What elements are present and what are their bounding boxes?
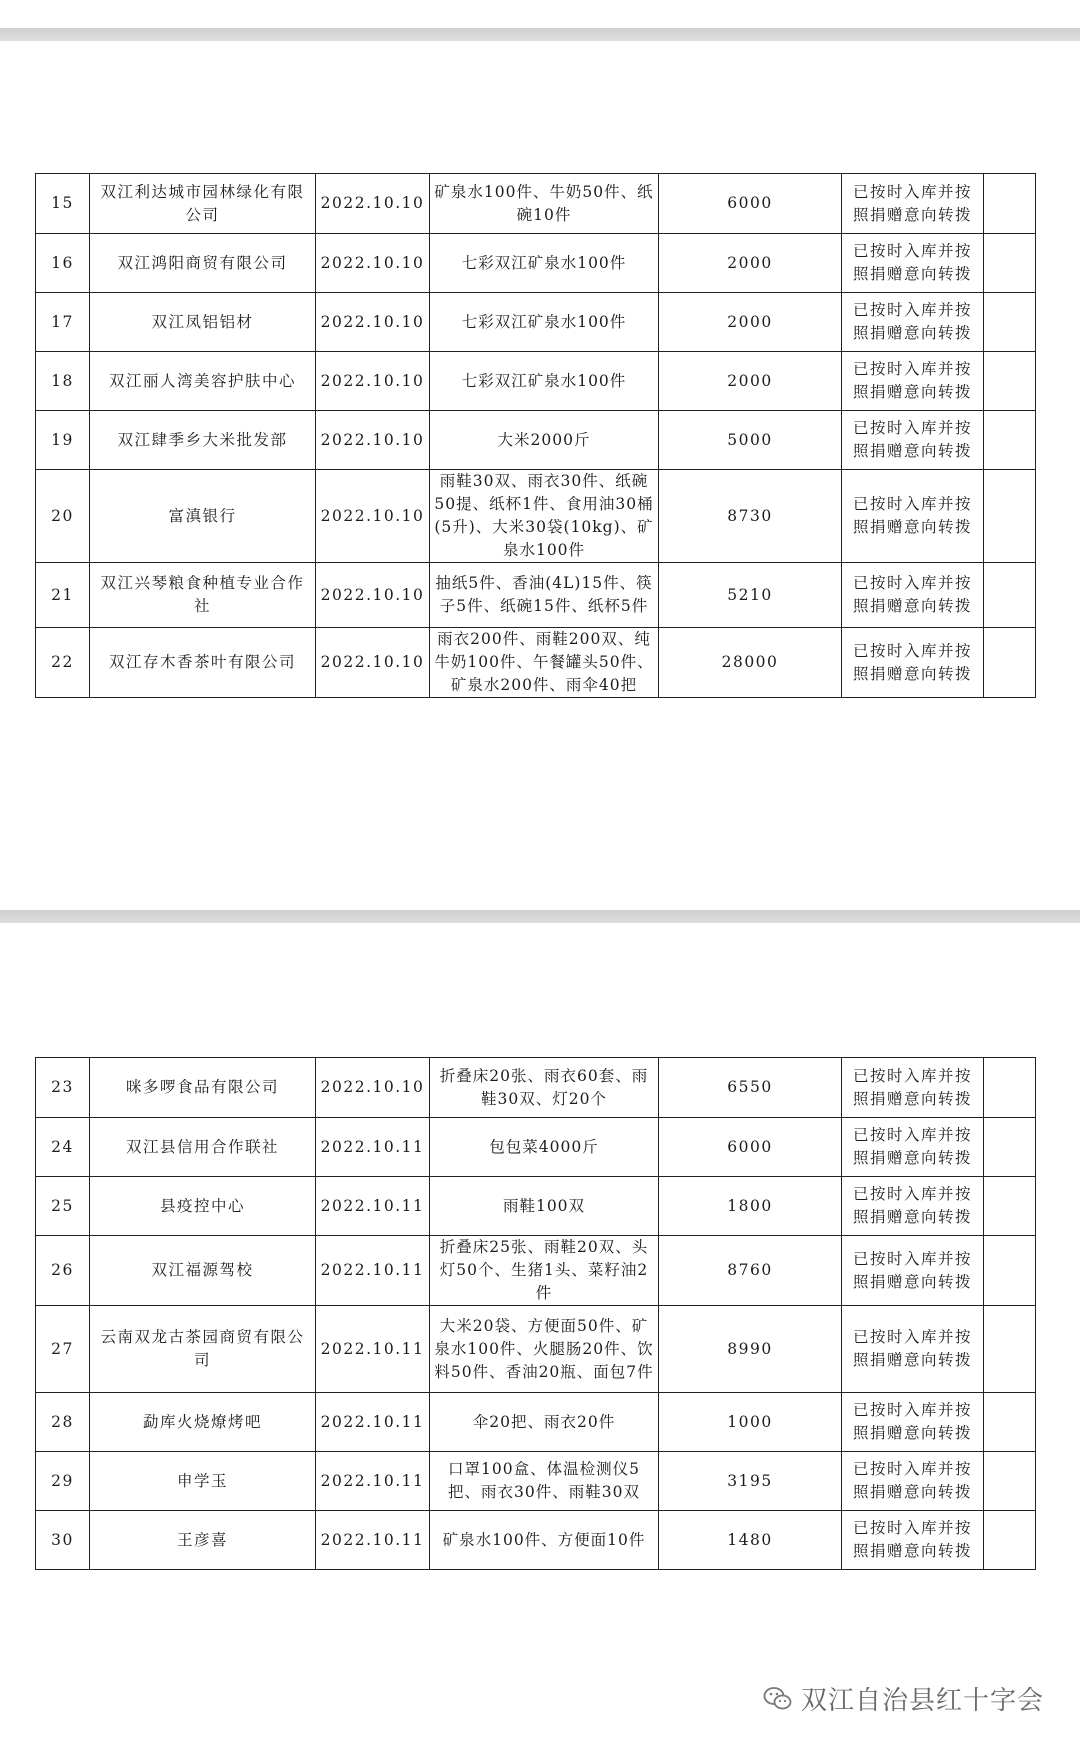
handling-status-cell: 已按时入库并按照捐赠意向转拨	[842, 1511, 984, 1570]
handling-status-cell: 已按时入库并按照捐赠意向转拨	[842, 1058, 984, 1118]
handling-status-cell: 已按时入库并按照捐赠意向转拨	[842, 411, 984, 470]
remarks-cell	[984, 411, 1036, 470]
row-number-cell: 28	[36, 1393, 90, 1452]
donated-items-cell: 口罩100盒、体温检测仪5把、雨衣30件、雨鞋30双	[430, 1452, 659, 1511]
donor-name-cell: 申学玉	[90, 1452, 316, 1511]
handling-status-cell: 已按时入库并按照捐赠意向转拨	[842, 1452, 984, 1511]
row-number-cell: 21	[36, 563, 90, 628]
row-number-cell: 26	[36, 1236, 90, 1306]
handling-status-cell: 已按时入库并按照捐赠意向转拨	[842, 174, 984, 234]
donation-amount-cell: 6000	[659, 1118, 842, 1177]
handling-status-cell: 已按时入库并按照捐赠意向转拨	[842, 1236, 984, 1306]
remarks-cell	[984, 174, 1036, 234]
donation-date-cell: 2022.10.11	[316, 1393, 430, 1452]
donation-amount-cell: 1000	[659, 1393, 842, 1452]
row-number-cell: 18	[36, 352, 90, 411]
row-number-cell: 20	[36, 470, 90, 563]
donor-name-cell: 双江凤铝铝材	[90, 293, 316, 352]
page-separator-middle	[0, 910, 1080, 923]
donation-amount-cell: 8990	[659, 1306, 842, 1393]
donor-name-cell: 云南双龙古茶园商贸有限公司	[90, 1306, 316, 1393]
watermark-text: 双江自治县红十字会	[800, 1686, 1044, 1716]
table-row	[36, 1118, 1036, 1177]
handling-status-cell: 已按时入库并按照捐赠意向转拨	[842, 293, 984, 352]
donation-amount-cell: 1480	[659, 1511, 842, 1570]
donated-items-cell: 包包菜4000斤	[430, 1118, 659, 1177]
remarks-cell	[984, 352, 1036, 411]
donor-name-cell: 县疫控中心	[90, 1177, 316, 1236]
remarks-cell	[984, 1058, 1036, 1118]
donation-amount-cell: 8730	[659, 470, 842, 563]
donor-name-cell: 双江存木香茶叶有限公司	[90, 628, 316, 698]
donation-date-cell: 2022.10.10	[316, 628, 430, 698]
table-row	[36, 1058, 1036, 1118]
donated-items-cell: 雨鞋100双	[430, 1177, 659, 1236]
donor-name-cell: 咪多啰食品有限公司	[90, 1058, 316, 1118]
donation-date-cell: 2022.10.10	[316, 563, 430, 628]
table-row	[36, 1236, 1036, 1306]
remarks-cell	[984, 1306, 1036, 1393]
donation-amount-cell: 3195	[659, 1452, 842, 1511]
donated-items-cell: 抽纸5件、香油(4L)15件、筷子5件、纸碗15件、纸杯5件	[430, 563, 659, 628]
table-row	[36, 293, 1036, 352]
donation-date-cell: 2022.10.11	[316, 1177, 430, 1236]
donation-amount-cell: 1800	[659, 1177, 842, 1236]
donated-items-cell: 伞20把、雨衣20件	[430, 1393, 659, 1452]
donation-table-top-body	[36, 174, 1036, 698]
donated-items-cell: 折叠床25张、雨鞋20双、头灯50个、生猪1头、菜籽油2件	[430, 1236, 659, 1306]
table-row	[36, 470, 1036, 563]
donation-date-cell: 2022.10.11	[316, 1452, 430, 1511]
donation-date-cell: 2022.10.11	[316, 1236, 430, 1306]
donor-name-cell: 双江肆季乡大米批发部	[90, 411, 316, 470]
donation-date-cell: 2022.10.10	[316, 1058, 430, 1118]
donation-amount-cell: 6550	[659, 1058, 842, 1118]
donor-name-cell: 王彦喜	[90, 1511, 316, 1570]
remarks-cell	[984, 293, 1036, 352]
donation-date-cell: 2022.10.10	[316, 470, 430, 563]
remarks-cell	[984, 563, 1036, 628]
donated-items-cell: 七彩双江矿泉水100件	[430, 352, 659, 411]
handling-status-cell: 已按时入库并按照捐赠意向转拨	[842, 352, 984, 411]
donation-amount-cell: 2000	[659, 234, 842, 293]
donation-amount-cell: 2000	[659, 293, 842, 352]
row-number-cell: 30	[36, 1511, 90, 1570]
row-number-cell: 25	[36, 1177, 90, 1236]
donated-items-cell: 雨衣200件、雨鞋200双、纯牛奶100件、午餐罐头50件、矿泉水200件、雨伞40把	[430, 628, 659, 698]
row-number-cell: 17	[36, 293, 90, 352]
donated-items-cell: 矿泉水100件、牛奶50件、纸碗10件	[430, 174, 659, 234]
table-row	[36, 174, 1036, 234]
remarks-cell	[984, 1118, 1036, 1177]
donor-name-cell: 双江鸿阳商贸有限公司	[90, 234, 316, 293]
donation-date-cell: 2022.10.10	[316, 293, 430, 352]
row-number-cell: 29	[36, 1452, 90, 1511]
row-number-cell: 15	[36, 174, 90, 234]
donated-items-cell: 矿泉水100件、方便面10件	[430, 1511, 659, 1570]
row-number-cell: 16	[36, 234, 90, 293]
donor-name-cell: 勐库火烧燎烤吧	[90, 1393, 316, 1452]
donation-amount-cell: 28000	[659, 628, 842, 698]
donor-name-cell: 双江丽人湾美容护肤中心	[90, 352, 316, 411]
donation-date-cell: 2022.10.11	[316, 1118, 430, 1177]
donation-table-top	[35, 173, 1036, 698]
table-row	[36, 234, 1036, 293]
donor-name-cell: 双江县信用合作联社	[90, 1118, 316, 1177]
donor-name-cell: 双江福源驾校	[90, 1236, 316, 1306]
donation-amount-cell: 8760	[659, 1236, 842, 1306]
watermark	[763, 1680, 1044, 1717]
table-row	[36, 352, 1036, 411]
donated-items-cell: 大米2000斤	[430, 411, 659, 470]
table-row	[36, 411, 1036, 470]
donation-table-bottom	[35, 1057, 1036, 1570]
donor-name-cell: 富滇银行	[90, 470, 316, 563]
table-row	[36, 628, 1036, 698]
row-number-cell: 24	[36, 1118, 90, 1177]
donation-amount-cell: 5000	[659, 411, 842, 470]
handling-status-cell: 已按时入库并按照捐赠意向转拨	[842, 470, 984, 563]
donation-date-cell: 2022.10.11	[316, 1511, 430, 1570]
remarks-cell	[984, 1511, 1036, 1570]
donation-date-cell: 2022.10.11	[316, 1306, 430, 1393]
donated-items-cell: 折叠床20张、雨衣60套、雨鞋30双、灯20个	[430, 1058, 659, 1118]
donor-name-cell: 双江利达城市园林绿化有限公司	[90, 174, 316, 234]
handling-status-cell: 已按时入库并按照捐赠意向转拨	[842, 563, 984, 628]
donation-amount-cell: 2000	[659, 352, 842, 411]
handling-status-cell: 已按时入库并按照捐赠意向转拨	[842, 628, 984, 698]
table-row	[36, 1393, 1036, 1452]
handling-status-cell: 已按时入库并按照捐赠意向转拨	[842, 1177, 984, 1236]
donated-items-cell: 雨鞋30双、雨衣30件、纸碗50提、纸杯1件、食用油30桶(5升)、大米30袋(10kg)、矿泉水100件	[430, 470, 659, 563]
donation-date-cell: 2022.10.10	[316, 352, 430, 411]
remarks-cell	[984, 1236, 1036, 1306]
handling-status-cell: 已按时入库并按照捐赠意向转拨	[842, 234, 984, 293]
donation-date-cell: 2022.10.10	[316, 411, 430, 470]
row-number-cell: 27	[36, 1306, 90, 1393]
remarks-cell	[984, 628, 1036, 698]
row-number-cell: 23	[36, 1058, 90, 1118]
remarks-cell	[984, 470, 1036, 563]
wechat-icon	[763, 1686, 793, 1712]
remarks-cell	[984, 1452, 1036, 1511]
table-row	[36, 1177, 1036, 1236]
donation-amount-cell: 6000	[659, 174, 842, 234]
donated-items-cell: 七彩双江矿泉水100件	[430, 234, 659, 293]
donated-items-cell: 七彩双江矿泉水100件	[430, 293, 659, 352]
handling-status-cell: 已按时入库并按照捐赠意向转拨	[842, 1306, 984, 1393]
donation-date-cell: 2022.10.10	[316, 174, 430, 234]
table-row	[36, 1452, 1036, 1511]
donated-items-cell: 大米20袋、方便面50件、矿泉水100件、火腿肠20件、饮料50件、香油20瓶、面包7件	[430, 1306, 659, 1393]
table-row	[36, 1511, 1036, 1570]
handling-status-cell: 已按时入库并按照捐赠意向转拨	[842, 1393, 984, 1452]
row-number-cell: 19	[36, 411, 90, 470]
remarks-cell	[984, 234, 1036, 293]
donation-table-bottom-body	[36, 1058, 1036, 1570]
page-separator-top	[0, 28, 1080, 41]
donation-amount-cell: 5210	[659, 563, 842, 628]
row-number-cell: 22	[36, 628, 90, 698]
table-row	[36, 563, 1036, 628]
remarks-cell	[984, 1177, 1036, 1236]
handling-status-cell: 已按时入库并按照捐赠意向转拨	[842, 1118, 984, 1177]
donation-date-cell: 2022.10.10	[316, 234, 430, 293]
table-row	[36, 1306, 1036, 1393]
remarks-cell	[984, 1393, 1036, 1452]
donor-name-cell: 双江兴琴粮食种植专业合作社	[90, 563, 316, 628]
